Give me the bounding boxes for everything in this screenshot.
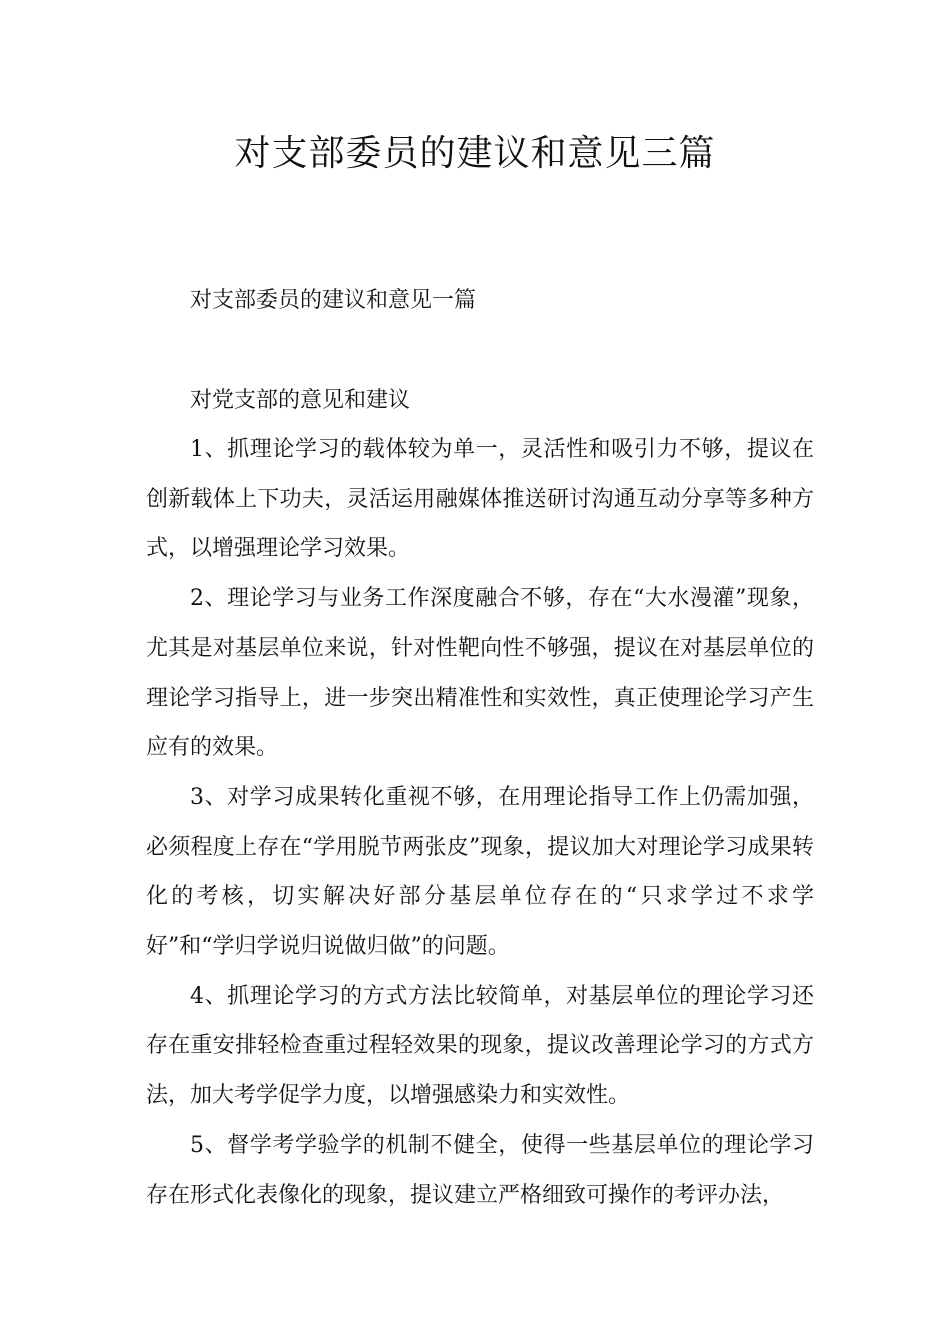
section-heading: 对党支部的意见和建议 — [190, 388, 411, 413]
paragraph-5: 5、督学考学验学的机制不健全，使得一些基层单位的理论学习存在形式化表像化的现象，提议建立严格细致可操作的考评办法， — [146, 1132, 814, 1208]
paragraph-3: 3、对学习成果转化重视不够，在用理论指导工作上仍需加强，必须程度上存在“学用脱节两张皮”现象，提议加大对理论学习成果转化的考核，切实解决好部分基层单位存在的“只求学过不求学好”和“学归学说归说做归做”的问题。 — [146, 784, 814, 960]
paragraph-2: 2、理论学习与业务工作深度融合不够，存在“大水漫灌”现象，尤其是对基层单位来说，针对性靶向性不够强，提议在对基层单位的理论学习指导上，进一步突出精准性和实效性，真正使理论学习产生应有的效果。 — [146, 586, 814, 761]
paragraph-4: 4、抓理论学习的方式方法比较简单，对基层单位的理论学习还存在重安排轻检查重过程轻效果的现象，提议改善理论学习的方式方法，加大考学促学力度，以增强感染力和实效性。 — [146, 983, 814, 1109]
document-title: 对支部委员的建议和意见三篇 — [234, 133, 716, 174]
paragraph-1: 1、抓理论学习的载体较为单一，灵活性和吸引力不够，提议在创新载体上下功夫，灵活运用融媒体推送研讨沟通互动分享等多种方式，以增强理论学习效果。 — [146, 437, 814, 562]
document-body — [146, 425, 814, 1220]
document-subheading: 对支部委员的建议和意见一篇 — [190, 288, 477, 313]
